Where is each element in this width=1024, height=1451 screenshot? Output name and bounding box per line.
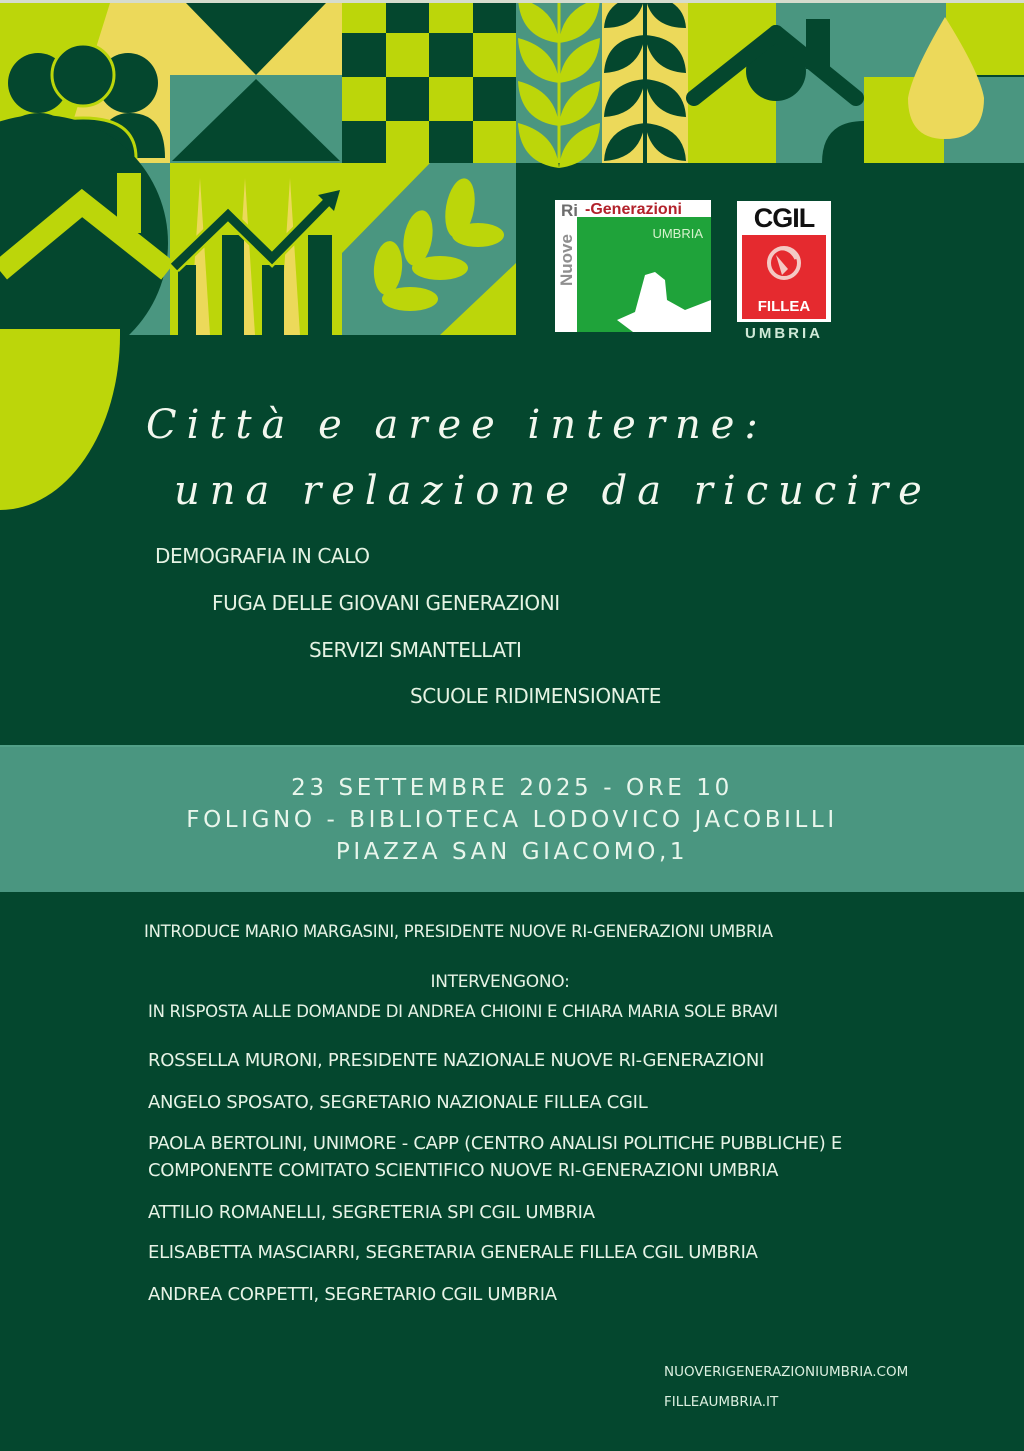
- bar-chart-arrow-icon: [170, 163, 342, 335]
- logo-umbria: UMBRIA: [652, 226, 703, 241]
- event-address: PIAZZA SAN GIACOMO,1: [335, 839, 689, 865]
- moderators-text: IN RISPOSTA ALLE DOMANDE DI ANDREA CHIOINI E CHIARA MARIA SOLE BRAVI: [148, 1002, 778, 1021]
- speaker-item: ATTILIO ROMANELLI, SEGRETERIA SPI CGIL UMBRIA: [148, 1202, 595, 1223]
- speaker-item: COMPONENTE COMITATO SCIENTIFICO NUOVE RI-GENERAZIONI UMBRIA: [148, 1160, 779, 1181]
- drop-icon: [864, 3, 1024, 163]
- event-date-time: 23 SETTEMBRE 2025 - ORE 10: [291, 775, 733, 801]
- house-arrow-icon: [555, 200, 711, 332]
- leaves-icon: [342, 163, 516, 335]
- fillea-emblem-icon: [742, 235, 826, 295]
- event-title: [146, 392, 932, 524]
- speaker-item: ROSSELLA MURONI, PRESIDENTE NAZIONALE NUOVE RI-GENERAZIONI: [148, 1050, 765, 1071]
- logo-cgil: CGIL: [753, 203, 815, 233]
- cgil-fillea-logo: [737, 201, 831, 322]
- topic-item: SCUOLE RIDIMENSIONATE: [410, 684, 662, 708]
- event-venue: FOLIGNO - BIBLIOTECA LODOVICO JACOBILLI: [186, 807, 838, 833]
- speakers-heading: INTERVENGONO:: [430, 972, 570, 992]
- logo-nuove: Nuove: [557, 234, 576, 286]
- website-link-filleaumbria[interactable]: FILLEAUMBRIA.IT: [664, 1394, 779, 1410]
- logo-red-block: [742, 235, 826, 319]
- title-line-2: una relazione da ricucire: [174, 468, 932, 514]
- nuove-rigenerazioni-logo: [555, 200, 711, 332]
- logo-ri: Ri: [561, 201, 578, 220]
- header-pattern: [0, 3, 1024, 335]
- website-link-nuoverigenerazioni[interactable]: NUOVERIGENERAZIONIUMBRIA.COM: [664, 1364, 909, 1380]
- title-line-1: Città e aree interne:: [146, 402, 768, 448]
- checkerboard-pattern: [342, 3, 516, 163]
- speaker-item: PAOLA BERTOLINI, UNIMORE - CAPP (CENTRO ANALISI POLITICHE PUBBLICHE) E: [148, 1133, 842, 1154]
- topic-item: DEMOGRAFIA IN CALO: [155, 544, 370, 568]
- topic-item: SERVIZI SMANTELLATI: [309, 638, 522, 662]
- logo-fillea: FILLEA: [757, 298, 811, 315]
- speaker-item: ANGELO SPOSATO, SEGRETARIO NAZIONALE FILLEA CGIL: [148, 1092, 648, 1113]
- introduction-text: INTRODUCE MARIO MARGASINI, PRESIDENTE NUOVE RI-GENERAZIONI UMBRIA: [144, 922, 773, 941]
- speaker-item: ANDREA CORPETTI, SEGRETARIO CGIL UMBRIA: [148, 1284, 557, 1305]
- speaker-item: ELISABETTA MASCIARRI, SEGRETARIA GENERALE FILLEA CGIL UMBRIA: [148, 1242, 758, 1263]
- logo-generazioni: -Generazioni: [585, 201, 682, 218]
- topic-item: FUGA DELLE GIOVANI GENERAZIONI: [212, 591, 560, 615]
- wheat-icon: [602, 3, 688, 163]
- event-info-band: [0, 745, 1024, 892]
- cgil-umbria-label: UMBRIA: [745, 325, 823, 342]
- decorative-half-circle: [0, 335, 120, 510]
- leaf-branch-icon: [516, 3, 602, 168]
